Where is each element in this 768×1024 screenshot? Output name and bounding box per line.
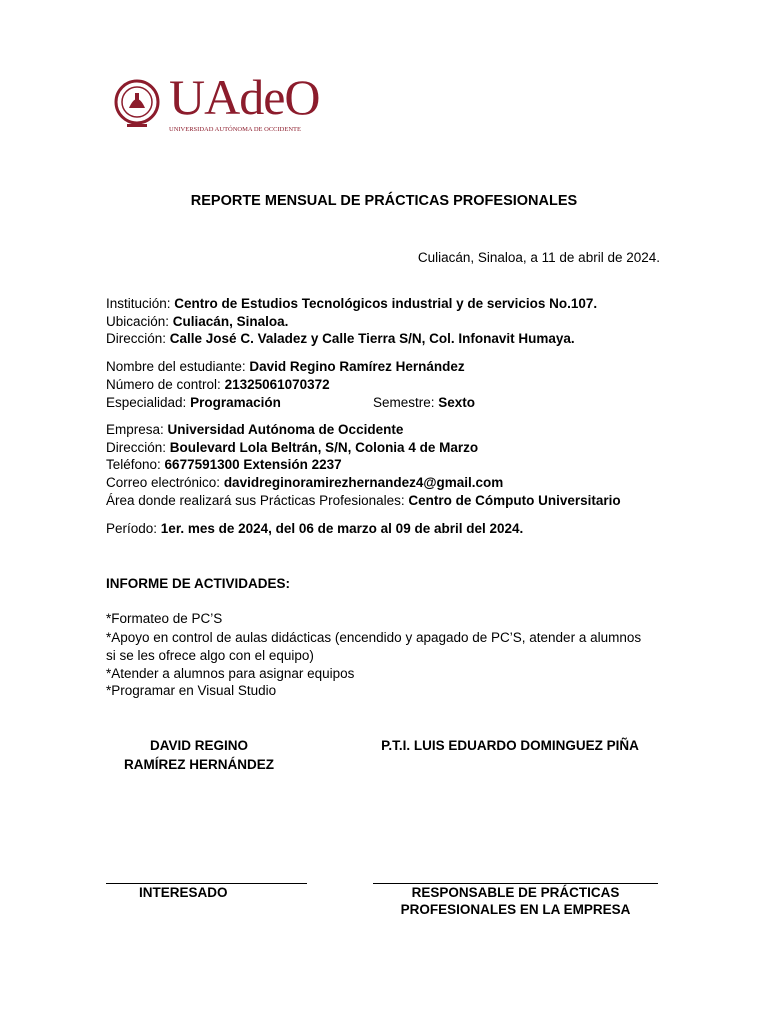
area-line <box>106 493 621 508</box>
page-title: REPORTE MENSUAL DE PRÁCTICAS PROFESIONALES <box>190 193 578 209</box>
activity-item: *Programar en Visual Studio <box>106 683 277 698</box>
activity-item: si se les ofrece algo con el equipo) <box>106 648 314 663</box>
semester-value: Sexto <box>438 395 476 410</box>
student-signature-name-2: RAMÍREZ HERNÁNDEZ <box>124 757 274 772</box>
institution-address-label: Dirección: <box>106 331 170 346</box>
institution-value: Centro de Estudios Tecnológicos industrial y de servicios No.107. <box>174 296 598 311</box>
email-value: davidreginoramirezhernandez4@gmail.com <box>223 475 504 490</box>
control-number-value: 21325061070372 <box>224 377 330 392</box>
company-address-value: Boulevard Lola Beltrán, S/N, Colonia 4 de Marzo <box>169 440 479 455</box>
supervisor-role-1: RESPONSABLE DE PRÁCTICAS <box>411 885 620 900</box>
specialty-label: Especialidad: <box>106 395 191 410</box>
company-address-line <box>106 440 478 455</box>
student-signature-line <box>106 883 307 884</box>
location-value: Culiacán, Sinaloa. <box>172 314 289 329</box>
activity-item: *Atender a alumnos para asignar equipos <box>106 666 355 681</box>
student-role: INTERESADO <box>139 885 228 900</box>
supervisor-role-2: PROFESIONALES EN LA EMPRESA <box>400 902 631 917</box>
area-label: Área donde realizará sus Prácticas Profesionales: <box>106 493 409 508</box>
student-name-value: David Regino Ramírez Hernández <box>249 359 465 374</box>
location-label: Ubicación: <box>106 314 173 329</box>
supervisor-signature-line <box>373 883 658 884</box>
control-number-label: Número de control: <box>106 377 225 392</box>
student-name-label: Nombre del estudiante: <box>106 359 250 374</box>
student-name-line <box>106 359 465 374</box>
control-number-line <box>106 377 330 392</box>
logo-wordmark: UAdeO <box>169 69 320 125</box>
institution-label: Institución: <box>106 296 175 311</box>
phone-label: Teléfono: <box>106 457 165 472</box>
email-label: Correo electrónico: <box>106 475 224 490</box>
phone-line <box>106 457 342 472</box>
period-label: Período: <box>106 521 161 536</box>
semester-label: Semestre: <box>373 395 439 410</box>
company-value: Universidad Autónoma de Occidente <box>167 422 404 437</box>
activity-item: *Apoyo en control de aulas didácticas (encendido y apagado de PC’S, atender a alumnos <box>106 630 642 645</box>
period-line <box>106 521 523 536</box>
area-value: Centro de Cómputo Universitario <box>408 493 621 508</box>
institution-line <box>106 296 597 311</box>
semester-line <box>373 395 475 410</box>
place-date: Culiacán, Sinaloa, a 11 de abril de 2024. <box>417 250 660 265</box>
specialty-value: Programación <box>190 395 281 410</box>
university-logo <box>113 69 320 140</box>
institution-address-value: Calle José C. Valadez y Calle Tierra S/N, Col. Infonavit Humaya. <box>169 331 575 346</box>
supervisor-signature-name: P.T.I. LUIS EDUARDO DOMINGUEZ PIÑA <box>381 738 639 753</box>
company-address-label: Dirección: <box>106 440 170 455</box>
logo-subtitle: UNIVERSIDAD AUTÓNOMA DE OCCIDENTE <box>169 126 301 133</box>
activity-item: *Formateo de PC’S <box>106 611 223 626</box>
institution-address-line <box>106 331 575 346</box>
company-label: Empresa: <box>106 422 168 437</box>
period-value: 1er. mes de 2024, del 06 de marzo al 09 de abril del 2024. <box>160 521 524 536</box>
student-signature-name-1: DAVID REGINO <box>149 738 248 753</box>
email-line <box>106 475 503 490</box>
activities-heading: INFORME DE ACTIVIDADES: <box>106 576 291 591</box>
university-seal-icon <box>113 76 161 138</box>
company-line <box>106 422 403 437</box>
location-line <box>106 314 288 329</box>
specialty-line <box>106 395 281 410</box>
phone-value: 6677591300 Extensión 2237 <box>164 457 342 472</box>
